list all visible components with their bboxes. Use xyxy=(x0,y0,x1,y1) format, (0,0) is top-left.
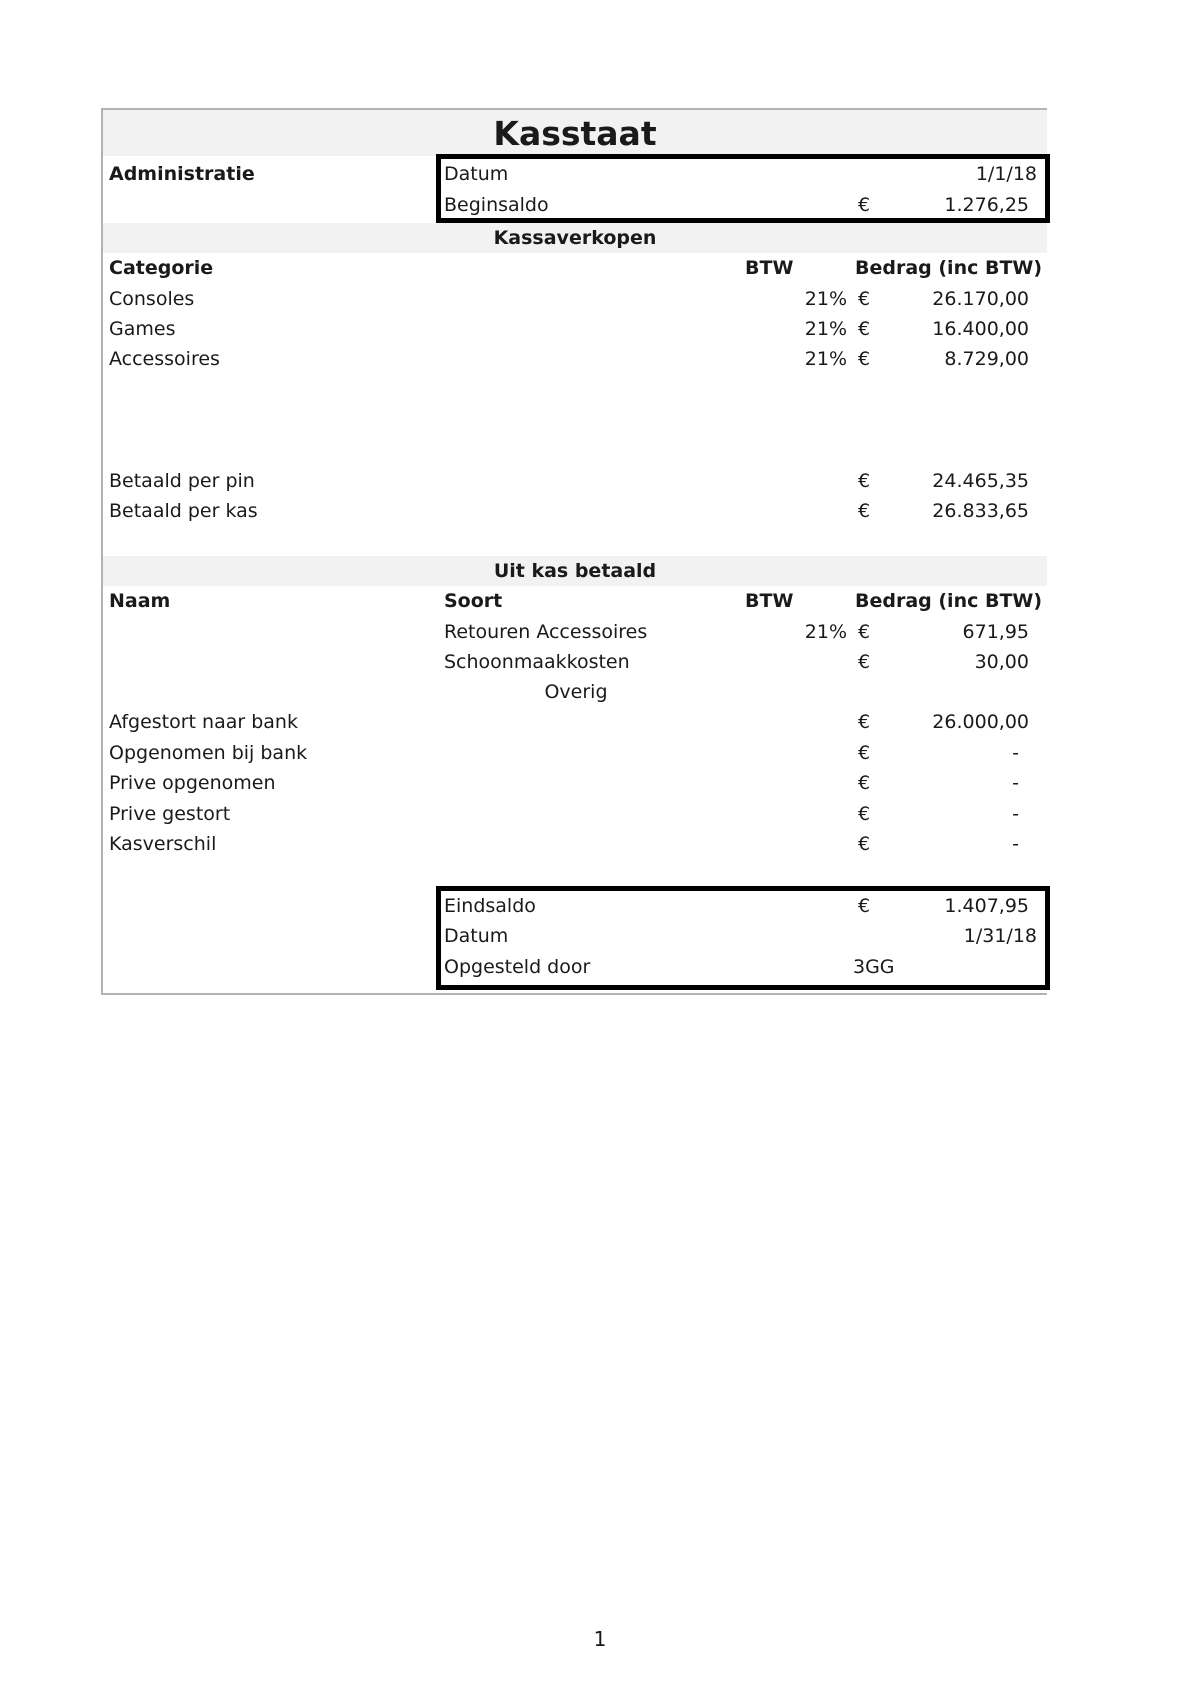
uitkas-soort: Schoonmaakkosten xyxy=(444,651,630,673)
categorie-name: Consoles xyxy=(109,288,195,310)
kas-currency: € xyxy=(858,500,871,522)
uitkas-btw: 21% xyxy=(804,621,847,643)
other-label: Afgestort naar bank xyxy=(109,711,298,733)
categorie-currency: € xyxy=(858,288,871,310)
pin-value: 24.465,35 xyxy=(932,470,1029,492)
eindsaldo-currency: € xyxy=(858,895,871,917)
categorie-btw: 21% xyxy=(804,318,847,340)
categorie-btw: 21% xyxy=(804,348,847,370)
other-value: - xyxy=(1012,833,1019,855)
categorie-currency: € xyxy=(858,318,871,340)
categorie-bedrag: 26.170,00 xyxy=(932,288,1029,310)
uitkas-currency: € xyxy=(858,651,871,673)
col-naam: Naam xyxy=(109,590,171,612)
other-currency: € xyxy=(858,772,871,794)
kasstaat-sheet xyxy=(101,108,1047,995)
other-currency: € xyxy=(858,711,871,733)
other-currency: € xyxy=(858,742,871,764)
col-bedrag: Bedrag (inc BTW) xyxy=(855,257,1043,279)
kas-label: Betaald per kas xyxy=(109,500,258,522)
other-label: Kasverschil xyxy=(109,833,217,855)
beginsaldo-label: Beginsaldo xyxy=(444,194,549,216)
datum-label: Datum xyxy=(444,163,509,185)
categorie-currency: € xyxy=(858,348,871,370)
datum-value: 1/1/18 xyxy=(975,163,1037,185)
kas-value: 26.833,65 xyxy=(932,500,1029,522)
overig-label: Overig xyxy=(544,681,608,703)
other-currency: € xyxy=(858,803,871,825)
uitkas-currency: € xyxy=(858,621,871,643)
uitkas-bedrag: 30,00 xyxy=(974,651,1029,673)
categorie-bedrag: 8.729,00 xyxy=(944,348,1029,370)
other-label: Prive gestort xyxy=(109,803,231,825)
other-label: Prive opgenomen xyxy=(109,772,276,794)
opgesteld-label: Opgesteld door xyxy=(444,956,591,978)
categorie-name: Accessoires xyxy=(109,348,220,370)
page-number: 1 xyxy=(593,1627,607,1651)
uitkas-title: Uit kas betaald xyxy=(493,560,657,582)
opgesteld-value: 3GG xyxy=(853,956,895,978)
other-value: 26.000,00 xyxy=(932,711,1029,733)
eindsaldo-value: 1.407,95 xyxy=(944,895,1029,917)
beginsaldo-value: 1.276,25 xyxy=(944,194,1029,216)
other-currency: € xyxy=(858,833,871,855)
col-btw: BTW xyxy=(745,257,794,279)
other-label: Opgenomen bij bank xyxy=(109,742,308,764)
beginsaldo-box xyxy=(436,154,1050,223)
uitkas-bedrag: 671,95 xyxy=(962,621,1029,643)
pin-currency: € xyxy=(858,470,871,492)
administratie-label: Administratie xyxy=(109,163,255,185)
eindsaldo-label: Eindsaldo xyxy=(444,895,536,917)
categorie-btw: 21% xyxy=(804,288,847,310)
einddatum-label: Datum xyxy=(444,925,509,947)
col-bedrag-uitkas: Bedrag (inc BTW) xyxy=(855,590,1043,612)
col-categorie: Categorie xyxy=(109,257,214,279)
einddatum-value: 1/31/18 xyxy=(963,925,1037,947)
col-btw-uitkas: BTW xyxy=(745,590,794,612)
col-soort: Soort xyxy=(444,590,503,612)
page-title: Kasstaat xyxy=(493,114,657,153)
other-value: - xyxy=(1012,772,1019,794)
pin-label: Betaald per pin xyxy=(109,470,255,492)
categorie-bedrag: 16.400,00 xyxy=(932,318,1029,340)
eindsaldo-box xyxy=(436,886,1050,990)
beginsaldo-currency: € xyxy=(858,194,871,216)
kassaverkopen-title: Kassaverkopen xyxy=(493,227,657,249)
uitkas-soort: Retouren Accessoires xyxy=(444,621,648,643)
other-value: - xyxy=(1012,742,1019,764)
categorie-name: Games xyxy=(109,318,176,340)
other-value: - xyxy=(1012,803,1019,825)
